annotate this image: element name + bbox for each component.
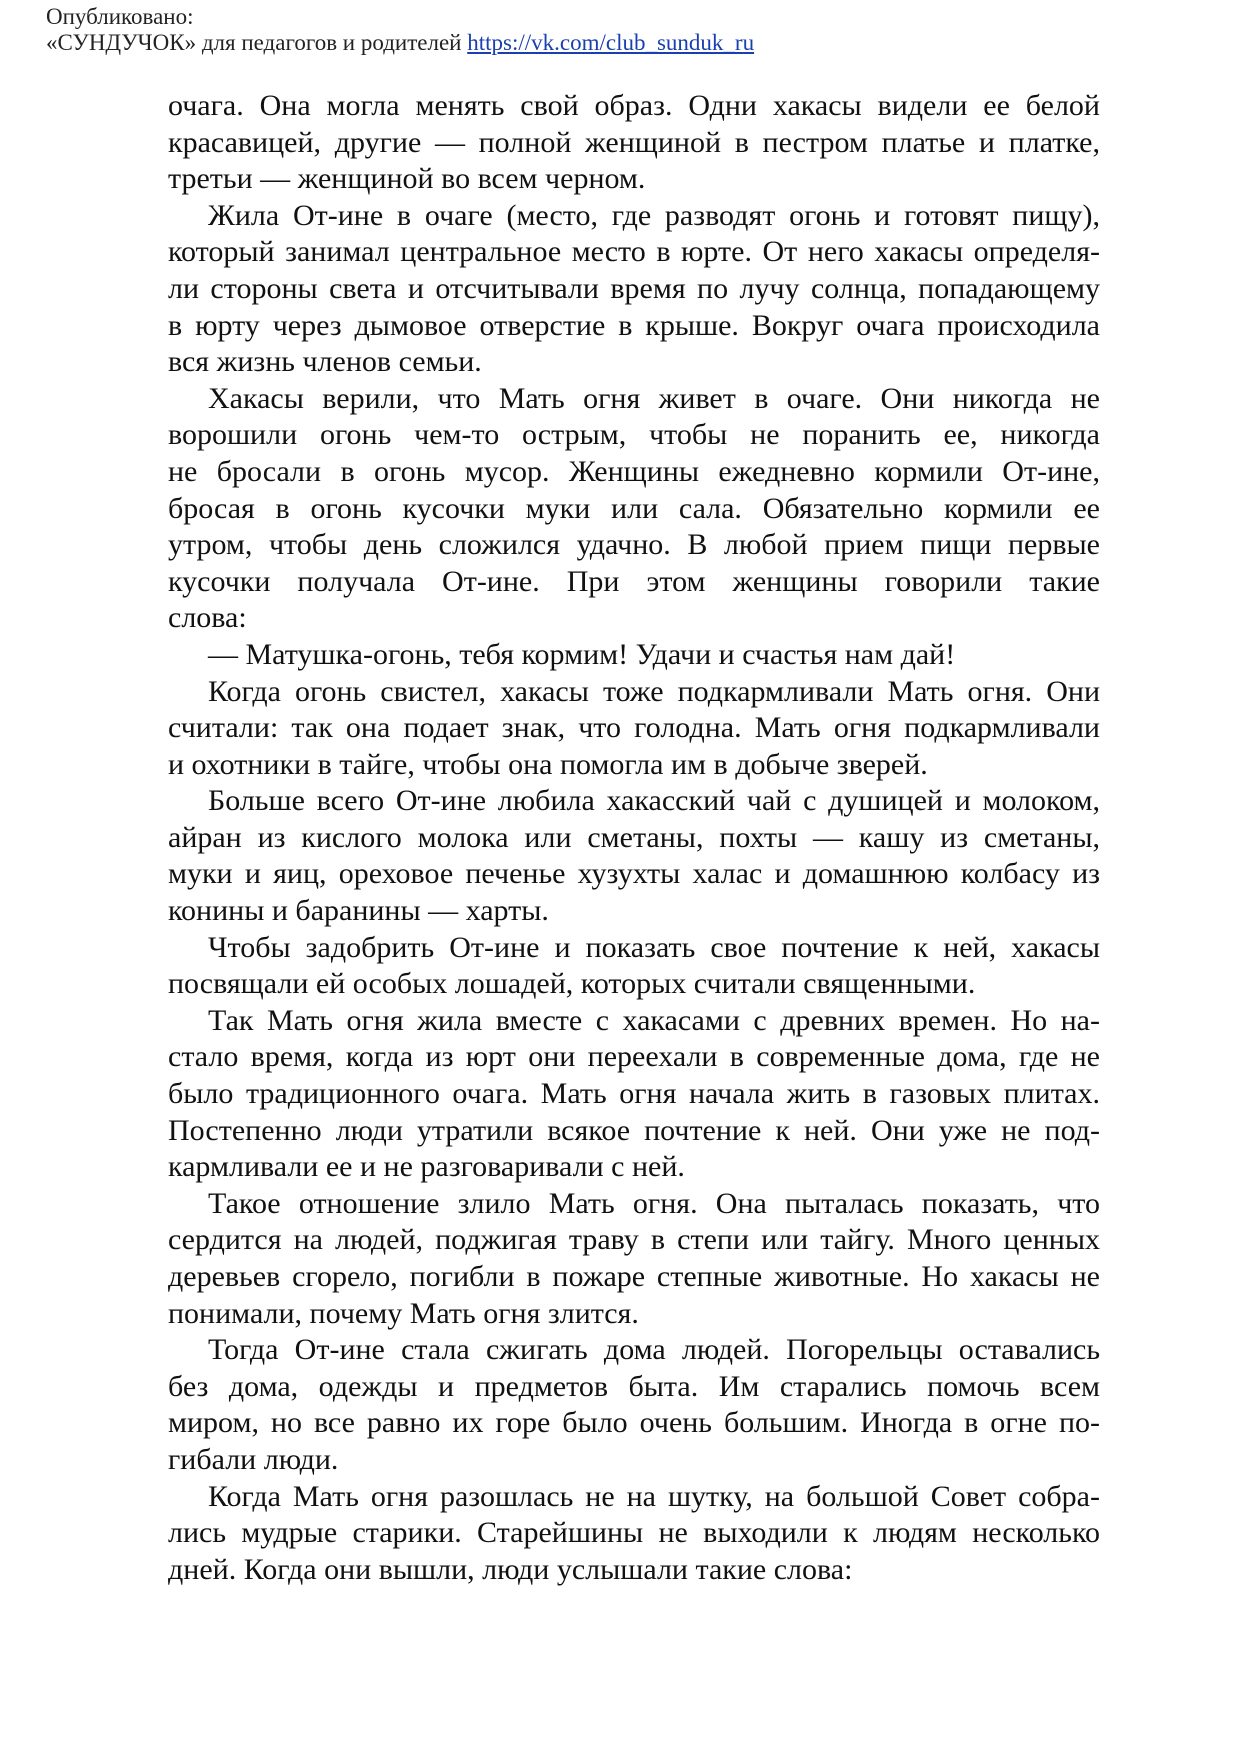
text-line: Когда огонь свистел, хакасы тоже подкармливали Мать огня. Они [208, 674, 1100, 708]
text-line: считали: так она подает знак, что голодна. Мать огня подкармливали [168, 711, 1100, 745]
paragraph [168, 1003, 1100, 1186]
text-line: который занимал центральное место в юрте. От него хакасы определя- [168, 235, 1100, 269]
text-line: конины и баранины — харты. [168, 894, 549, 928]
text-line: кармливали ее и не разговаривали с ней. [168, 1150, 685, 1184]
text-line: Чтобы задобрить От-ине и показать свое почтение к ней, хакасы [208, 930, 1100, 964]
text-line: бросая в огонь кусочки муки или сала. Обязательно кормили ее [168, 491, 1100, 525]
text-line: было традиционного очага. Мать огня начала жить в газовых плитах. [168, 1077, 1100, 1111]
paragraph [168, 381, 1100, 637]
publisher-line [46, 30, 754, 56]
text-line: Тогда От-ине стала сжигать дома людей. Погорельцы оставались [208, 1333, 1100, 1367]
paragraph [168, 674, 1100, 784]
text-line: утром, чтобы день сложился удачно. В любой прием пищи первые [168, 528, 1100, 562]
text-line: айран из кислого молока или сметаны, похты — кашу из сметаны, [168, 820, 1100, 854]
published-label: Опубликовано: [46, 4, 194, 29]
text-line: гибали люди. [168, 1442, 339, 1476]
text-line: стало время, когда из юрт они переехали в современные дома, где не [168, 1040, 1100, 1074]
text-line: слова: [168, 601, 247, 635]
paragraph [168, 930, 1100, 1003]
text-line: Больше всего От-ине любила хакасский чай с душицей и молоком, [208, 784, 1100, 818]
paragraph [168, 783, 1100, 929]
text-line: ли стороны света и отсчитывали время по лучу солнца, попадающему [168, 271, 1100, 305]
text-line: в юрту через дымовое отверстие в крыше. Вокруг очага происходила [168, 308, 1100, 342]
vk-group-link[interactable]: https://vk.com/club_sunduk_ru [467, 30, 755, 55]
text-line: Так Мать огня жила вместе с хакасами с древних времен. Но на- [208, 1003, 1100, 1037]
text-line: муки и яиц, ореховое печенье хузухты халас и домашнюю колбасу из [168, 857, 1100, 891]
text-line: Постепенно люди утратили всякое почтение к ней. Они уже не под- [168, 1113, 1100, 1147]
text-line: дней. Когда они вышли, люди услышали такие слова: [168, 1552, 853, 1586]
paragraph [168, 1186, 1100, 1332]
text-line: сердится на людей, поджигая траву в степи или тайгу. Много ценных [168, 1223, 1100, 1257]
publication-header [46, 4, 754, 56]
document-body [168, 88, 1100, 1588]
text-line: Хакасы верили, что Мать огня живет в очаге. Они никогда не [208, 381, 1100, 415]
text-line: Такое отношение злило Мать огня. Она пыталась показать, что [208, 1186, 1100, 1220]
text-line: без дома, одежды и предметов быта. Им старались помочь всем [168, 1369, 1100, 1403]
text-line: лись мудрые старики. Старейшины не выходили к людям несколько [168, 1516, 1100, 1550]
publisher-name: «СУНДУЧОК» для педагогов и родителей [46, 30, 462, 55]
paragraph [168, 198, 1100, 381]
text-line: посвящали ей особых лошадей, которых считали священными. [168, 967, 976, 1001]
text-line: кусочки получала От-ине. При этом женщины говорили такие [168, 564, 1100, 598]
text-line: красавицей, другие — полной женщиной в пестром платье и платке, [168, 125, 1100, 159]
text-line: третьи — женщиной во всем черном. [168, 162, 646, 196]
paragraph [168, 637, 1100, 674]
text-line: миром, но все равно их горе было очень большим. Иногда в огне по- [168, 1406, 1100, 1440]
text-line: понимали, почему Мать огня злится. [168, 1296, 639, 1330]
text-line: ворошили огонь чем-то острым, чтобы не поранить ее, никогда [168, 418, 1100, 452]
text-line: не бросали в огонь мусор. Женщины ежедневно кормили От-ине, [168, 454, 1100, 488]
paragraph [168, 88, 1100, 198]
text-line: Жила От-ине в очаге (место, где разводят огонь и готовят пищу), [208, 198, 1100, 232]
text-line: Когда Мать огня разошлась не на шутку, на большой Совет собра- [208, 1479, 1100, 1513]
text-line: очага. Она могла менять свой образ. Одни хакасы видели ее белой [168, 89, 1100, 122]
text-line: вся жизнь членов семьи. [168, 345, 482, 379]
text-line: деревьев сгорело, погибли в пожаре степные животные. Но хакасы не [168, 1260, 1100, 1293]
text-line: — Матушка-огонь, тебя кормим! Удачи и счастья нам дай! [208, 637, 956, 671]
text-line: и охотники в тайге, чтобы она помогла им в добыче зверей. [168, 747, 928, 781]
paragraph [168, 1479, 1100, 1589]
paragraph [168, 1332, 1100, 1478]
